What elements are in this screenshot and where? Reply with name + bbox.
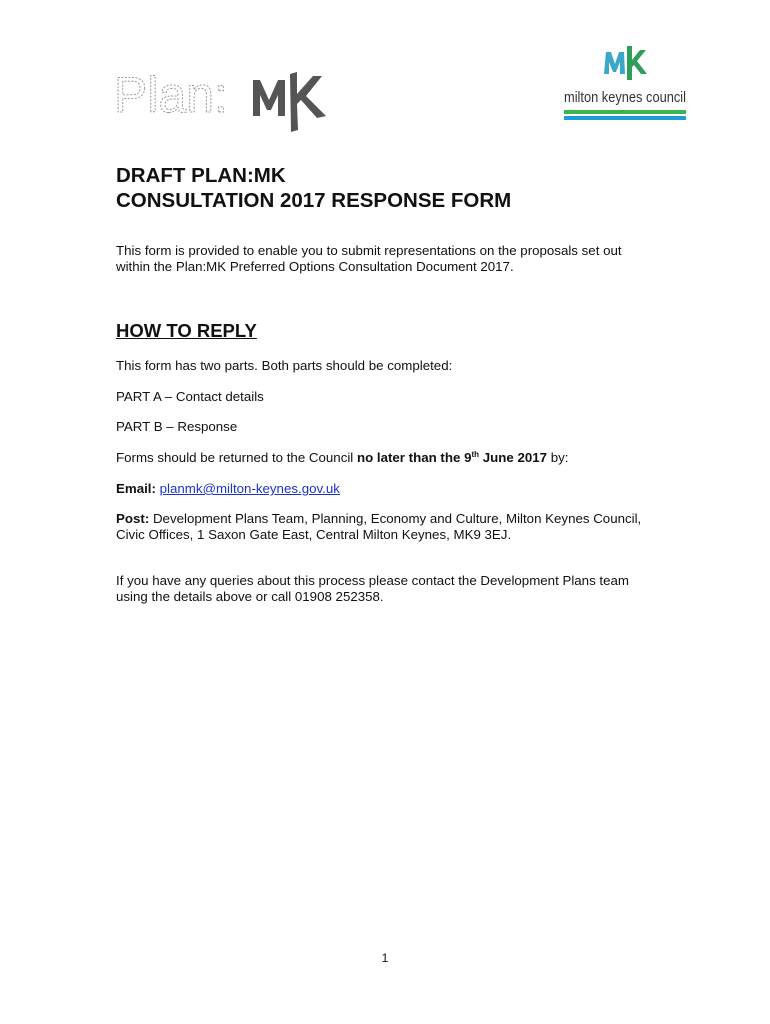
queries-paragraph: If you have any queries about this process please contact the Development Plans team using the details above or call 01908 252358.	[116, 573, 629, 604]
email-line	[116, 481, 656, 497]
page-title	[116, 163, 511, 213]
planmk-logo	[114, 60, 334, 135]
council-mk-mark-icon	[604, 46, 647, 80]
council-blue-bar	[564, 116, 686, 120]
two-parts-text: This form has two parts. Both parts should be completed:	[116, 358, 453, 373]
svg-text:Plan:: Plan:	[114, 67, 228, 123]
council-logo	[562, 42, 688, 126]
title-line-2: CONSULTATION 2017 RESPONSE FORM	[116, 189, 512, 212]
part-b-text: PART B – Response	[116, 419, 238, 434]
email-link[interactable]: planmk@milton-keynes.gov.uk	[159, 481, 340, 496]
deadline-suffix: by:	[547, 450, 569, 465]
how-to-reply-heading: HOW TO REPLY	[116, 320, 257, 341]
intro-paragraph: This form is provided to enable you to submit representations on the proposals set out within the Plan:MK Preferred Options Consultation Document 2017.	[116, 243, 622, 274]
council-name-text: milton keynes council	[564, 89, 686, 106]
part-a-text: PART A – Contact details	[116, 389, 264, 404]
council-green-bar	[564, 110, 686, 114]
page-number: 1	[381, 951, 389, 965]
deadline-ordinal: th	[471, 450, 480, 459]
post-label: Post:	[116, 511, 150, 526]
title-line-1: DRAFT PLAN:MK	[116, 164, 286, 187]
deadline-text	[116, 450, 656, 466]
post-address: Development Plans Team, Planning, Economy and Culture, Milton Keynes Council, Civic Offices, 1 Saxon Gate East, Central Milton Keynes, MK9 3EJ.	[116, 511, 642, 542]
post-line	[116, 511, 656, 543]
deadline-date-b: June 2017	[479, 450, 548, 465]
email-label: Email:	[116, 481, 156, 496]
deadline-date-a: no later than the 9	[356, 450, 472, 465]
deadline-prefix: Forms should be returned to the Council	[116, 450, 357, 465]
